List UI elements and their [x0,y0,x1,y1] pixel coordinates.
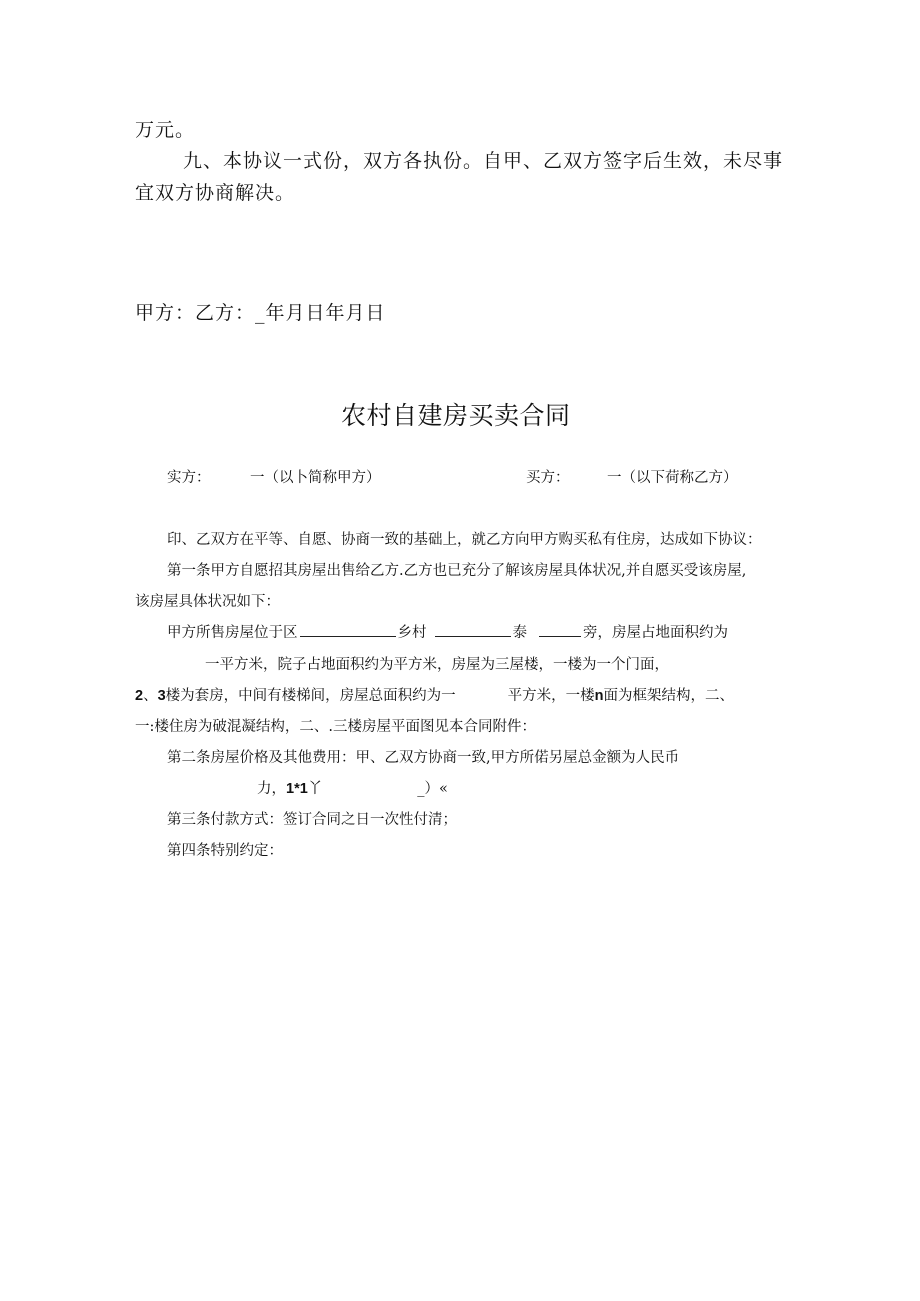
signature-line: 甲方：乙方：_年月日年月日 [135,302,386,324]
article-1-line-2: 该房屋具体状况如下： [135,594,280,610]
village-blank [435,623,511,637]
floors-number-3: 3 [157,688,166,704]
floors-line [135,684,734,705]
floors-number-2: 2 [135,688,144,704]
floors-text-b: 平方米，一楼 [507,688,595,704]
location-neighbor-label: 泰 [512,625,527,641]
location-line [167,621,728,642]
floors-text-a: 楼为套房，中间有楼梯间，房屋总面积约为一 [165,688,456,704]
location-area-label: 旁，房屋占地面积约为 [583,625,728,641]
clause-9-line-1: 九、本协议一式份，双方各执份。自甲、乙双方签字后生效，未尽事 [183,150,784,172]
neighbor-blank [539,623,581,637]
article-1-line-1: 第一条甲方自愿招其房屋出售给乙方.乙方也已充分了解该房屋具体状况,并自愿买受该房屋, [167,563,747,579]
location-village-label: 乡村 [397,625,427,641]
price-text-a: 力， [257,781,286,797]
article-3: 第三条付款方式：签订合同之日一次性付清； [167,812,457,828]
price-line [257,777,448,798]
price-text-c: 丫 [307,781,323,797]
structure-line: 一:楼住房为破混凝结构，二、.三楼房屋平面图见本合同附件： [135,719,536,735]
location-district-label: 甲方所售房屋位于区 [167,625,298,641]
intro-paragraph: 印、乙双方在平等、自愿、协商一致的基础上，就乙方向甲方购买私有住房，达成如下协议： [167,532,762,548]
text-line: 万元。 [135,119,196,141]
floors-text-c: 面为框架结构，二、 [603,688,735,704]
seller-label: 实方： [167,470,211,486]
article-4: 第四条特别约定： [167,843,283,859]
district-blank [300,623,396,637]
seller-note: 一（以卜简称甲方） [250,470,381,486]
article-2-line-1: 第二条房屋价格及其他费用：甲、乙双方协商一致,甲方所偌另屋总金额为人民币 [167,750,680,766]
price-text-d: _）« [417,781,448,797]
clause-9-line-2: 宜双方协商解决。 [135,182,296,204]
floors-letter-n: n [594,688,604,704]
buyer-note: 一（以下荷称乙方） [607,470,738,486]
price-text-b: 1*1 [286,781,308,797]
contract-title: 农村自建房买卖合同 [341,401,571,430]
floors-separator: 、 [143,688,158,704]
area-line: 一平方米，院子占地面积约为平方米，房屋为三屋楼，一楼为一个门面， [205,657,669,673]
buyer-label: 买方： [526,470,570,486]
